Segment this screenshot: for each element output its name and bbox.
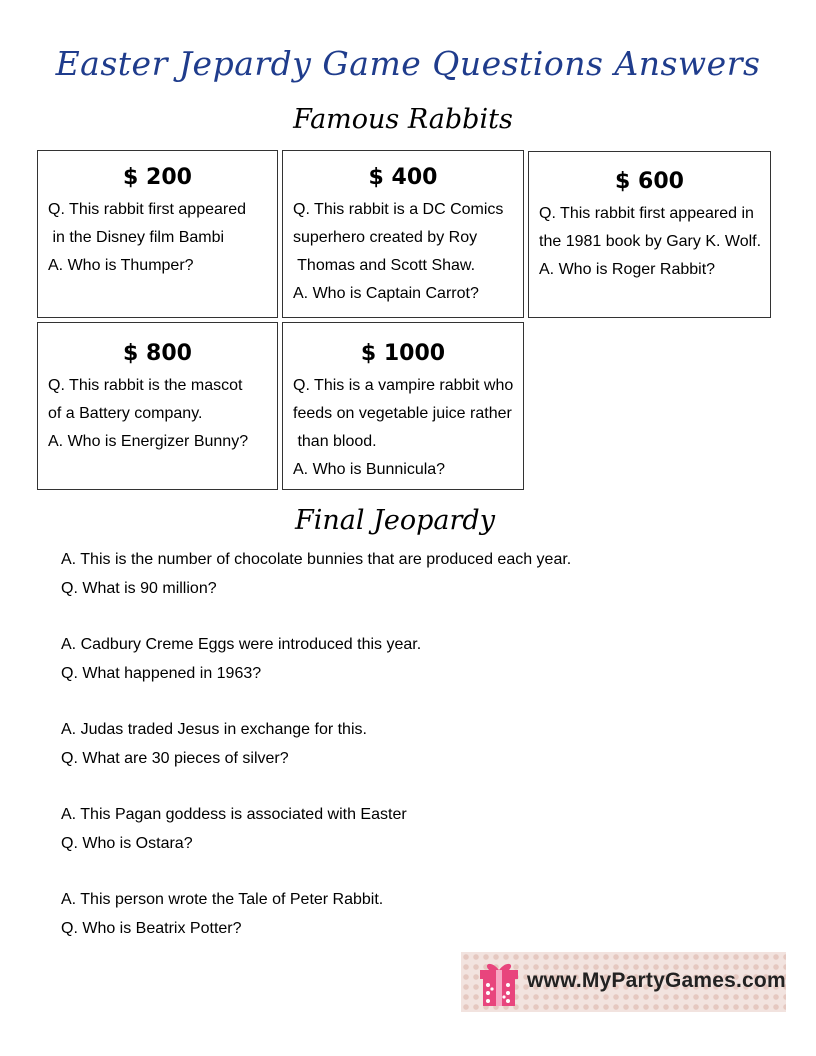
answer-line: A. This person wrote the Tale of Peter Rabbit.: [61, 891, 384, 908]
question-card-600: [528, 151, 771, 318]
card-line: feeds on vegetable juice rather: [293, 405, 512, 422]
footer-banner: [461, 952, 786, 1012]
section-title-final-jeopardy: Final Jeopardy: [295, 505, 495, 536]
card-line: A. Who is Thumper?: [48, 257, 194, 274]
card-line: A. Who is Roger Rabbit?: [539, 261, 716, 278]
card-line: Q. This rabbit first appeared: [48, 201, 247, 218]
question-card-1000: [282, 322, 524, 490]
card-value: $ 400: [368, 165, 438, 190]
answer-line: A. This Pagan goddess is associated with Easter: [61, 806, 407, 823]
question-line: Q. Who is Beatrix Potter?: [61, 920, 242, 937]
question-line: Q. What are 30 pieces of silver?: [61, 750, 289, 767]
card-line: superhero created by Roy: [293, 229, 478, 246]
card-line: of a Battery company.: [48, 405, 203, 422]
question-line: Q. Who is Ostara?: [61, 835, 193, 852]
list-item: [61, 800, 781, 858]
card-value: $ 600: [615, 169, 684, 194]
section-title-famous-rabbits: Famous Rabbits: [293, 104, 513, 135]
final-jeopardy-list: [61, 545, 781, 970]
card-line: A. Who is Energizer Bunny?: [48, 433, 249, 450]
card-value: $ 200: [123, 165, 192, 190]
website-link[interactable]: www.MyPartyGames.com: [527, 969, 786, 992]
list-item: [61, 715, 781, 773]
answer-line: A. Cadbury Creme Eggs were introduced this year.: [61, 636, 422, 653]
card-value: $ 1000: [360, 341, 446, 366]
card-line: Q. This rabbit is the mascot: [48, 377, 243, 394]
list-item: [61, 885, 781, 943]
card-line: Thomas and Scott Shaw.: [293, 257, 476, 274]
card-line: Q. This rabbit first appeared in: [539, 205, 754, 222]
list-item: [61, 545, 781, 603]
question-card-400: [282, 150, 524, 318]
question-card-200: [37, 150, 278, 318]
gift-icon: [477, 958, 521, 1008]
card-line: A. Who is Bunnicula?: [293, 461, 446, 478]
card-line: Q. This rabbit is a DC Comics: [293, 201, 504, 218]
card-line: A. Who is Captain Carrot?: [293, 285, 479, 302]
question-line: Q. What happened in 1963?: [61, 665, 262, 682]
question-card-800: [37, 322, 278, 490]
card-line: than blood.: [293, 433, 377, 450]
card-value: $ 800: [123, 341, 192, 366]
page-title: Easter Jepardy Game Questions Answers: [55, 44, 761, 83]
card-line: Q. This is a vampire rabbit who: [293, 377, 514, 394]
card-line: the 1981 book by Gary K. Wolf.: [539, 233, 762, 250]
answer-line: A. Judas traded Jesus in exchange for this.: [61, 721, 367, 738]
answer-line: A. This is the number of chocolate bunnies that are produced each year.: [61, 551, 572, 568]
question-line: Q. What is 90 million?: [61, 580, 217, 597]
list-item: [61, 630, 781, 688]
card-line: in the Disney film Bambi: [48, 229, 225, 246]
